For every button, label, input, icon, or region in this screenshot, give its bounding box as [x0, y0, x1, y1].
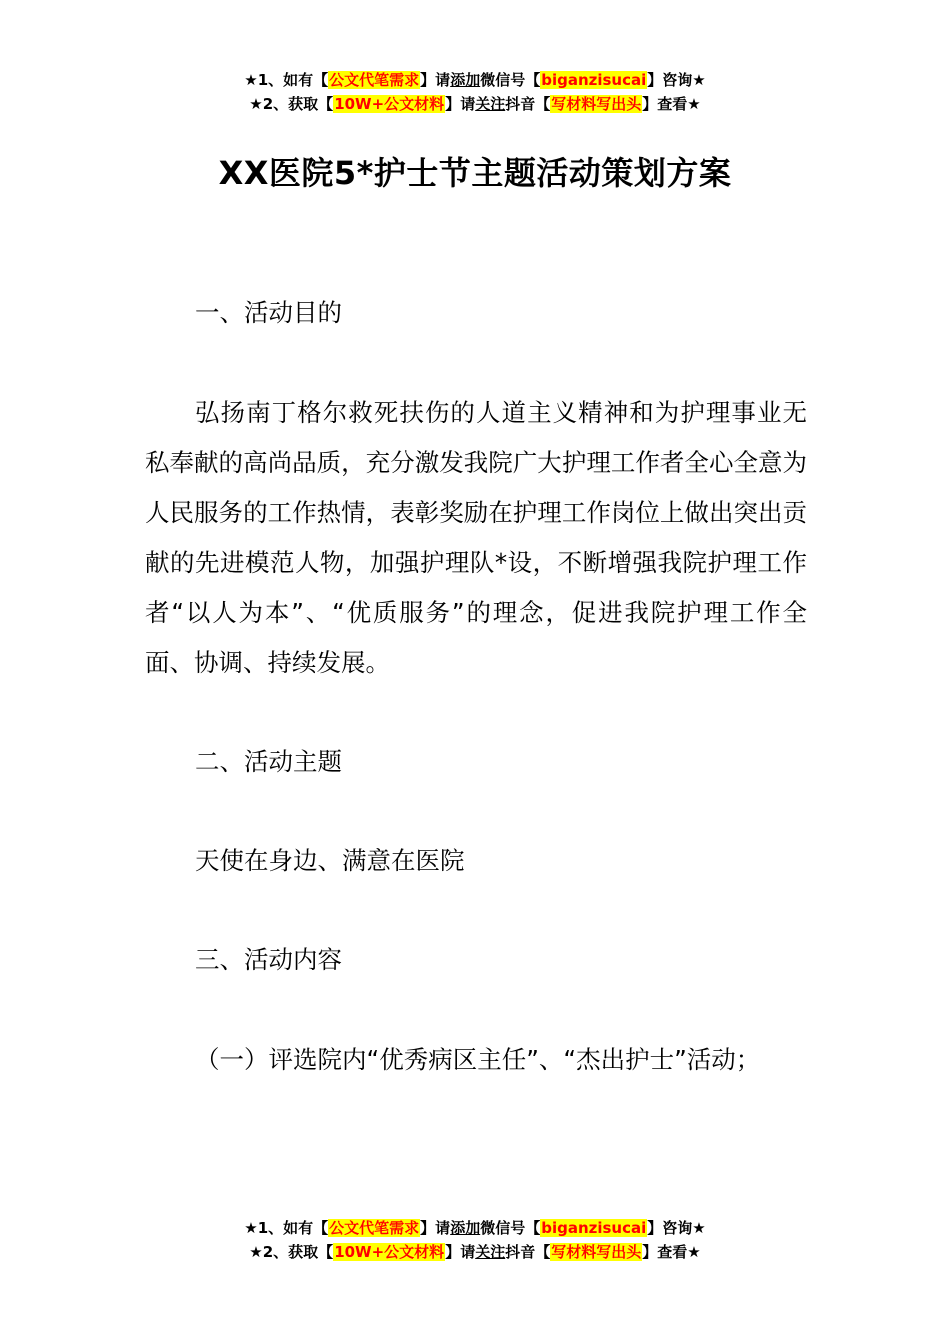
banner-text: 】请: [420, 1219, 451, 1237]
banner-line-1: [0, 1216, 950, 1240]
banner-underlined: 添加: [450, 71, 481, 89]
paragraph-purpose: 弘扬南丁格尔救死扶伤的人道主义精神和为护理事业无私奉献的高尚品质，充分激发我院广大护理工作者全心全意为人民服务的工作热情，表彰奖励在护理工作岗位上做出突出贡献的先进模范人物，加强护理队*设，不断增强我院护理工作者“以人为本”、“优质服务”的理念，促进我院护理工作全面、协调、持续发展。: [145, 398, 807, 677]
banner-text: 】咨询★: [647, 71, 706, 89]
footer-banner: [0, 1216, 950, 1264]
banner-underlined: 关注: [475, 95, 506, 113]
banner-line-2: [0, 1240, 950, 1264]
banner-text: 】咨询★: [647, 1219, 706, 1237]
banner-highlight: 公文代笔需求: [329, 1219, 420, 1237]
banner-text: 抖音【: [505, 1243, 551, 1261]
section-heading-theme: 二、活动主题: [195, 747, 342, 776]
banner-text: ★2、获取【: [249, 95, 334, 113]
banner-highlight: 10W+公文材料: [334, 1243, 445, 1261]
banner-underlined: 关注: [475, 1243, 506, 1261]
banner-text: ★1、如有【: [244, 71, 329, 89]
banner-text: 】请: [420, 71, 451, 89]
banner-text: 】查看★: [642, 1243, 701, 1261]
paragraph-content-item-1: （一）评选院内“优秀病区主任”、“杰出护士”活动；: [195, 1045, 761, 1074]
banner-text: 】请: [445, 95, 476, 113]
header-banner: [0, 68, 950, 116]
banner-text: ★2、获取【: [249, 1243, 334, 1261]
banner-wechat-id: biganzisucai: [541, 71, 647, 89]
banner-text: 微信号【: [480, 71, 541, 89]
banner-wechat-id: biganzisucai: [541, 1219, 647, 1237]
banner-text: 微信号【: [480, 1219, 541, 1237]
section-heading-purpose: 一、活动目的: [195, 298, 342, 327]
banner-text: 】请: [445, 1243, 476, 1261]
banner-text: ★1、如有【: [244, 1219, 329, 1237]
paragraph-theme: 天使在身边、满意在医院: [195, 846, 465, 875]
banner-line-1: [0, 68, 950, 92]
banner-text: 】查看★: [642, 95, 701, 113]
document-title: XX医院5*护士节主题活动策划方案: [218, 154, 732, 192]
banner-line-2: [0, 92, 950, 116]
section-heading-content: 三、活动内容: [195, 945, 342, 974]
banner-underlined: 添加: [450, 1219, 481, 1237]
banner-douyin-account: 写材料写出头: [551, 1243, 642, 1261]
banner-douyin-account: 写材料写出头: [551, 95, 642, 113]
banner-text: 抖音【: [505, 95, 551, 113]
banner-highlight: 10W+公文材料: [334, 95, 445, 113]
banner-highlight: 公文代笔需求: [329, 71, 420, 89]
